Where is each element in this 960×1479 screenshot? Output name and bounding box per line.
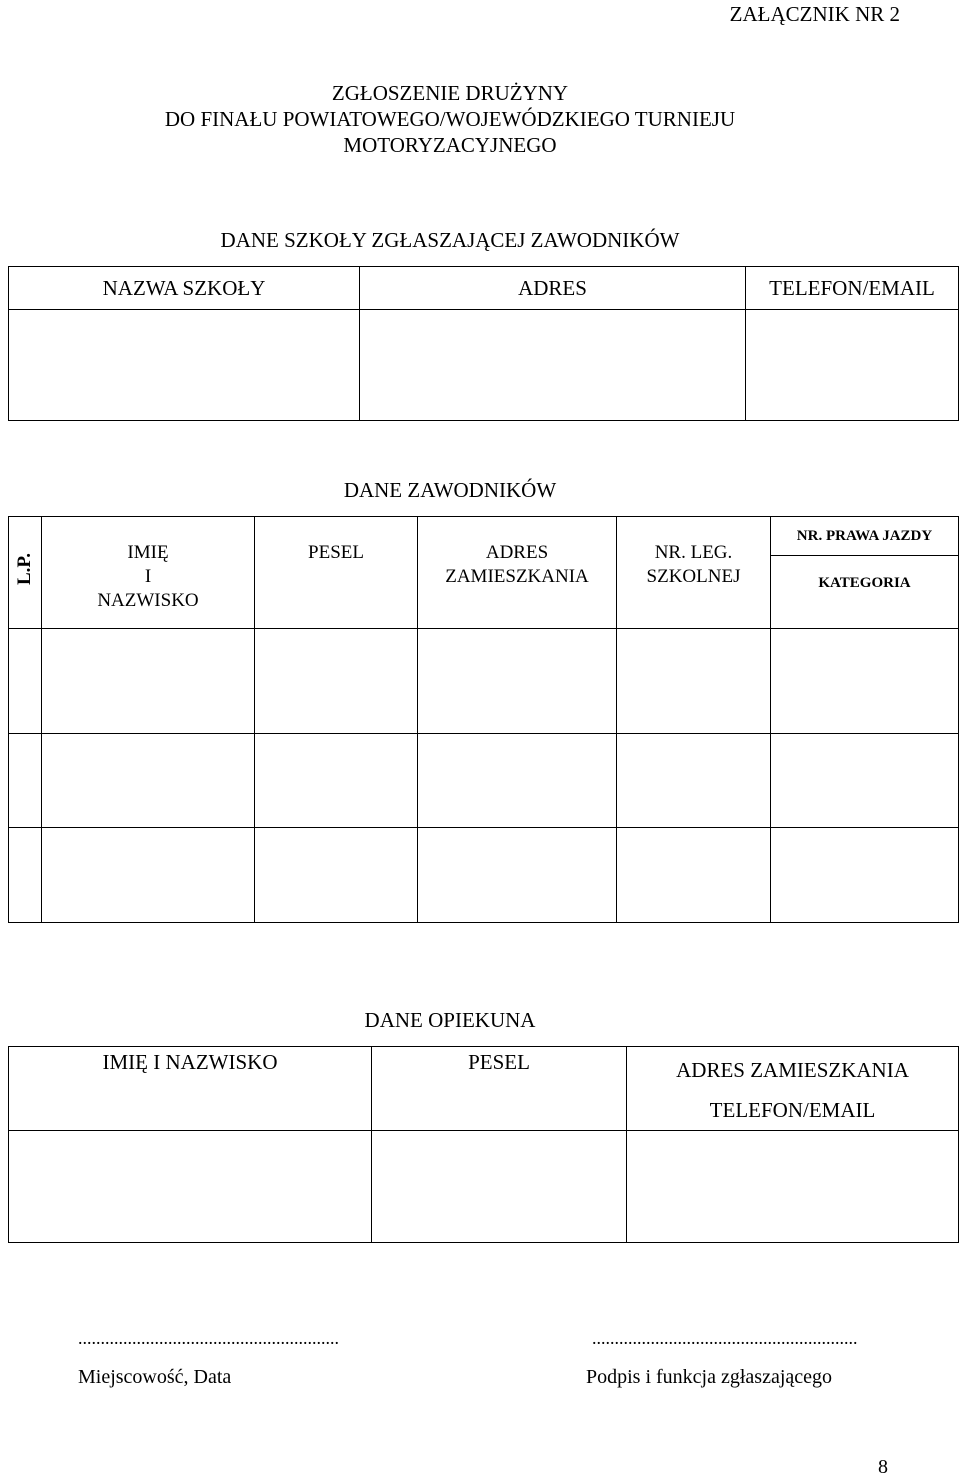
place-date-line[interactable]: .......................................................... bbox=[78, 1328, 339, 1348]
athlete-row[interactable] bbox=[9, 629, 959, 734]
guardian-table bbox=[8, 1046, 959, 1243]
athlete-license-cell[interactable] bbox=[771, 734, 959, 828]
guardian-name-header: IMIĘ I NAZWISKO bbox=[9, 1047, 372, 1131]
school-id-header: NR. LEG. SZKOLNEJ bbox=[617, 517, 771, 629]
school-table-header-row bbox=[9, 267, 959, 310]
school-contact-header: TELEFON/EMAIL bbox=[746, 267, 959, 310]
guardian-entry-row[interactable] bbox=[9, 1131, 959, 1243]
athlete-name-cell[interactable] bbox=[42, 734, 255, 828]
guardian-contact-label: TELEFON/EMAIL bbox=[709, 1098, 876, 1122]
athlete-name-cell[interactable] bbox=[42, 629, 255, 734]
guardian-address-header bbox=[627, 1047, 959, 1131]
signature-line[interactable]: ........................................................... bbox=[592, 1328, 858, 1348]
pesel-header: PESEL bbox=[255, 517, 418, 629]
athlete-license-cell[interactable] bbox=[771, 828, 959, 923]
athlete-lp-cell[interactable] bbox=[9, 629, 42, 734]
athlete-pesel-cell[interactable] bbox=[255, 828, 418, 923]
athlete-name-cell[interactable] bbox=[42, 828, 255, 923]
license-category-header: KATEGORIA bbox=[818, 575, 911, 591]
form-title-line-1: ZGŁOSZENIE DRUŻYNY bbox=[331, 81, 569, 105]
guardian-table-header-row bbox=[9, 1047, 959, 1131]
page-number: 8 bbox=[878, 1456, 888, 1478]
school-name-header: NAZWA SZKOŁY bbox=[9, 267, 360, 310]
signature-label: Podpis i funkcja zgłaszającego bbox=[586, 1366, 833, 1388]
license-number-header: NR. PRAWA JAZDY bbox=[771, 517, 958, 556]
athlete-school-id-cell[interactable] bbox=[617, 734, 771, 828]
athlete-lp-cell[interactable] bbox=[9, 828, 42, 923]
athletes-table-header-row bbox=[9, 517, 959, 629]
athlete-row[interactable] bbox=[9, 828, 959, 923]
guardian-address-cell[interactable] bbox=[627, 1131, 959, 1243]
athlete-license-cell[interactable] bbox=[771, 629, 959, 734]
athlete-row[interactable] bbox=[9, 734, 959, 828]
athlete-pesel-cell[interactable] bbox=[255, 629, 418, 734]
athlete-lp-cell[interactable] bbox=[9, 734, 42, 828]
athletes-table bbox=[8, 516, 959, 923]
athlete-pesel-cell[interactable] bbox=[255, 734, 418, 828]
address-header: ADRES ZAMIESZKANIA bbox=[418, 517, 617, 629]
guardian-name-cell[interactable] bbox=[9, 1131, 372, 1243]
guardian-pesel-cell[interactable] bbox=[372, 1131, 627, 1243]
guardian-section-heading: DANE OPIEKUNA bbox=[364, 1008, 536, 1032]
athletes-section-heading: DANE ZAWODNIKÓW bbox=[343, 478, 557, 502]
school-contact-cell[interactable] bbox=[746, 310, 959, 421]
lp-header: L.P. bbox=[9, 517, 42, 629]
school-table bbox=[8, 266, 959, 421]
place-date-label: Miejscowość, Data bbox=[78, 1366, 232, 1388]
guardian-pesel-header: PESEL bbox=[372, 1047, 627, 1131]
school-section-heading: DANE SZKOŁY ZGŁASZAJĄCEJ ZAWODNIKÓW bbox=[220, 228, 680, 252]
athlete-school-id-cell[interactable] bbox=[617, 629, 771, 734]
school-address-cell[interactable] bbox=[360, 310, 746, 421]
athlete-address-cell[interactable] bbox=[418, 629, 617, 734]
name-header: IMIĘ I NAZWISKO bbox=[42, 517, 255, 629]
school-name-cell[interactable] bbox=[9, 310, 360, 421]
form-title-line-3: MOTORYZACYJNEGO bbox=[343, 133, 557, 157]
athlete-address-cell[interactable] bbox=[418, 734, 617, 828]
school-address-header: ADRES bbox=[360, 267, 746, 310]
form-title-line-2: DO FINAŁU POWIATOWEGO/WOJEWÓDZKIEGO TURNIEJU bbox=[164, 107, 736, 131]
athlete-address-cell[interactable] bbox=[418, 828, 617, 923]
guardian-address-label: ADRES ZAMIESZKANIA bbox=[676, 1058, 909, 1082]
annex-label: ZAŁĄCZNIK NR 2 bbox=[729, 2, 900, 26]
athlete-school-id-cell[interactable] bbox=[617, 828, 771, 923]
school-table-entry-row[interactable] bbox=[9, 310, 959, 421]
license-header bbox=[771, 517, 959, 629]
